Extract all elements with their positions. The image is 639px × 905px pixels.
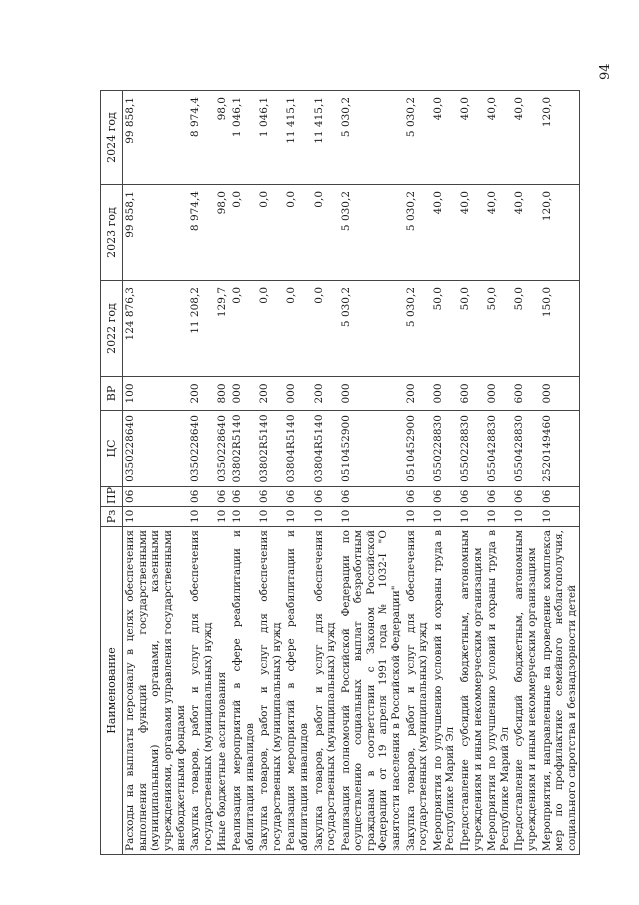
row-rz-cell: 10 [404,507,431,527]
row-cs-cell: 0550228830 [431,411,458,487]
row-cs-cell: 0510452900 [339,411,404,487]
row-pr-cell: 06 [188,487,215,507]
table-row [339,91,404,855]
row-vr-cell: 000 [540,377,580,411]
header-vr: ВР [101,377,123,411]
row-pr-cell: 06 [458,487,485,507]
row-name-cell: Расходы на выплаты персоналу в целях обеспечения выполнения функций государственными (муниципальными) органами, казенными учреждениями, органами управления государственными внебюджетными фондами [123,527,188,855]
row-vr-cell: 000 [284,377,311,411]
row-y2022-cell: 5 030,2 [339,281,404,377]
row-y2022-cell: 0,0 [230,281,257,377]
row-y2022-cell: 50,0 [512,281,539,377]
row-vr-cell: 000 [485,377,512,411]
row-vr-cell: 100 [123,377,188,411]
row-pr-cell: 06 [485,487,512,507]
row-cs-cell: 0550228830 [458,411,485,487]
table-row [431,91,458,855]
row-pr-cell: 06 [339,487,404,507]
table-row [512,91,539,855]
row-y2024-cell: 99 858,1 [123,91,188,185]
table-row [215,91,230,855]
row-pr-cell: 06 [404,487,431,507]
row-y2024-cell: 40,0 [485,91,512,185]
row-cs-cell: 0350228640 [188,411,215,487]
row-y2024-cell: 11 415,1 [284,91,311,185]
page-number: 94 [598,63,613,80]
row-vr-cell: 000 [431,377,458,411]
row-rz-cell: 10 [215,507,230,527]
table-row [458,91,485,855]
row-pr-cell: 06 [540,487,580,507]
row-y2023-cell: 98,0 [215,185,230,281]
row-name-cell: Закупка товаров, работ и услуг для обеспечения государственных (муниципальных) нужд [404,527,431,855]
row-vr-cell: 000 [339,377,404,411]
table-row [284,91,311,855]
row-rz-cell: 10 [284,507,311,527]
row-name-cell: Реализация полномочий Российской Федерации по осуществлению социальных выплат безработным гражданам в соответствии с Законом Российской Федерации от 19 апреля 1991 года № 1032-I "О занятости населения в Российской Федерации" [339,527,404,855]
budget-table [100,90,580,855]
row-pr-cell: 06 [230,487,257,507]
row-y2024-cell: 1 046,1 [257,91,284,185]
header-row [101,91,123,855]
header-2024: 2024 год [101,91,123,185]
row-y2023-cell: 40,0 [458,185,485,281]
row-rz-cell: 10 [230,507,257,527]
table-row [485,91,512,855]
row-cs-cell: 2520149460 [540,411,580,487]
row-y2023-cell: 0,0 [230,185,257,281]
row-cs-cell: 03804R5140 [284,411,311,487]
header-2022: 2022 год [101,281,123,377]
table-row [257,91,284,855]
row-cs-cell: 03804R5140 [312,411,339,487]
row-y2024-cell: 40,0 [512,91,539,185]
row-name-cell: Мероприятия, направленные на проведение комплекса мер по профилактике семейного неблагополучия, социального сиротства и безнадзорности детей [540,527,580,855]
row-pr-cell: 06 [312,487,339,507]
row-vr-cell: 200 [188,377,215,411]
row-y2022-cell: 5 030,2 [404,281,431,377]
header-pr: ПР [101,487,123,507]
row-vr-cell: 600 [458,377,485,411]
rotated-budget-table [100,91,590,855]
table-row [540,91,580,855]
row-y2024-cell: 1 046,1 [230,91,257,185]
row-rz-cell: 10 [312,507,339,527]
row-cs-cell: 0350228640 [215,411,230,487]
row-name-cell: Предоставление субсидий бюджетным, автономным учреждениям и иным некоммерческим организациям [512,527,539,855]
row-rz-cell: 10 [485,507,512,527]
row-rz-cell: 10 [540,507,580,527]
row-name-cell: Мероприятия по улучшению условий и охраны труда в Республике Марий Эл [485,527,512,855]
row-vr-cell: 000 [230,377,257,411]
row-y2024-cell: 5 030,2 [404,91,431,185]
row-name-cell: Реализация мероприятий в сфере реабилитации и абилитации инвалидов [284,527,311,855]
row-y2023-cell: 5 030,2 [404,185,431,281]
row-y2024-cell: 11 415,1 [312,91,339,185]
row-y2023-cell: 99 858,1 [123,185,188,281]
row-vr-cell: 800 [215,377,230,411]
row-y2022-cell: 11 208,2 [188,281,215,377]
row-y2024-cell: 98,0 [215,91,230,185]
row-pr-cell: 06 [284,487,311,507]
row-cs-cell: 0350228640 [123,411,188,487]
table-row [312,91,339,855]
row-y2024-cell: 8 974,4 [188,91,215,185]
row-y2024-cell: 40,0 [458,91,485,185]
row-name-cell: Реализация мероприятий в сфере реабилитации и абилитации инвалидов [230,527,257,855]
header-cs: ЦС [101,411,123,487]
row-pr-cell: 06 [215,487,230,507]
row-y2023-cell: 120,0 [540,185,580,281]
row-y2023-cell: 0,0 [284,185,311,281]
table-row [230,91,257,855]
row-y2022-cell: 124 876,3 [123,281,188,377]
row-vr-cell: 200 [312,377,339,411]
row-rz-cell: 10 [339,507,404,527]
row-name-cell: Предоставление субсидий бюджетным, автономным учреждениям и иным некоммерческим организациям [458,527,485,855]
header-2023: 2023 год [101,185,123,281]
row-y2022-cell: 50,0 [485,281,512,377]
row-name-cell: Закупка товаров, работ и услуг для обеспечения государственных (муниципальных) нужд [257,527,284,855]
row-y2023-cell: 40,0 [485,185,512,281]
row-y2022-cell: 129,7 [215,281,230,377]
row-y2023-cell: 40,0 [512,185,539,281]
row-y2023-cell: 8 974,4 [188,185,215,281]
row-pr-cell: 06 [512,487,539,507]
table-body [123,91,580,855]
row-y2023-cell: 40,0 [431,185,458,281]
row-vr-cell: 200 [404,377,431,411]
row-rz-cell: 10 [431,507,458,527]
row-vr-cell: 600 [512,377,539,411]
row-rz-cell: 10 [123,507,188,527]
row-pr-cell: 06 [431,487,458,507]
row-y2024-cell: 120,0 [540,91,580,185]
table-row [188,91,215,855]
row-cs-cell: 0550428830 [485,411,512,487]
header-rz: Рз [101,507,123,527]
row-y2022-cell: 50,0 [431,281,458,377]
row-rz-cell: 10 [257,507,284,527]
row-y2022-cell: 0,0 [312,281,339,377]
row-y2024-cell: 5 030,2 [339,91,404,185]
row-vr-cell: 200 [257,377,284,411]
row-name-cell: Закупка товаров, работ и услуг для обеспечения государственных (муниципальных) нужд [188,527,215,855]
row-name-cell: Закупка товаров, работ и услуг для обеспечения государственных (муниципальных) нужд [312,527,339,855]
row-y2023-cell: 0,0 [312,185,339,281]
row-pr-cell: 06 [123,487,188,507]
row-cs-cell: 0550428830 [512,411,539,487]
row-rz-cell: 10 [188,507,215,527]
row-rz-cell: 10 [458,507,485,527]
row-cs-cell: 03802R5140 [230,411,257,487]
row-y2023-cell: 5 030,2 [339,185,404,281]
row-y2022-cell: 0,0 [257,281,284,377]
table-row [123,91,188,855]
row-pr-cell: 06 [257,487,284,507]
row-y2024-cell: 40,0 [431,91,458,185]
row-cs-cell: 0510452900 [404,411,431,487]
header-name: Наименование [101,527,123,855]
table-row [404,91,431,855]
row-y2023-cell: 0,0 [257,185,284,281]
row-name-cell: Мероприятия по улучшению условий и охраны труда в Республике Марий Эл [431,527,458,855]
row-rz-cell: 10 [512,507,539,527]
row-y2022-cell: 0,0 [284,281,311,377]
row-y2022-cell: 50,0 [458,281,485,377]
row-name-cell: Иные бюджетные ассигнования [215,527,230,855]
row-cs-cell: 03802R5140 [257,411,284,487]
row-y2022-cell: 150,0 [540,281,580,377]
